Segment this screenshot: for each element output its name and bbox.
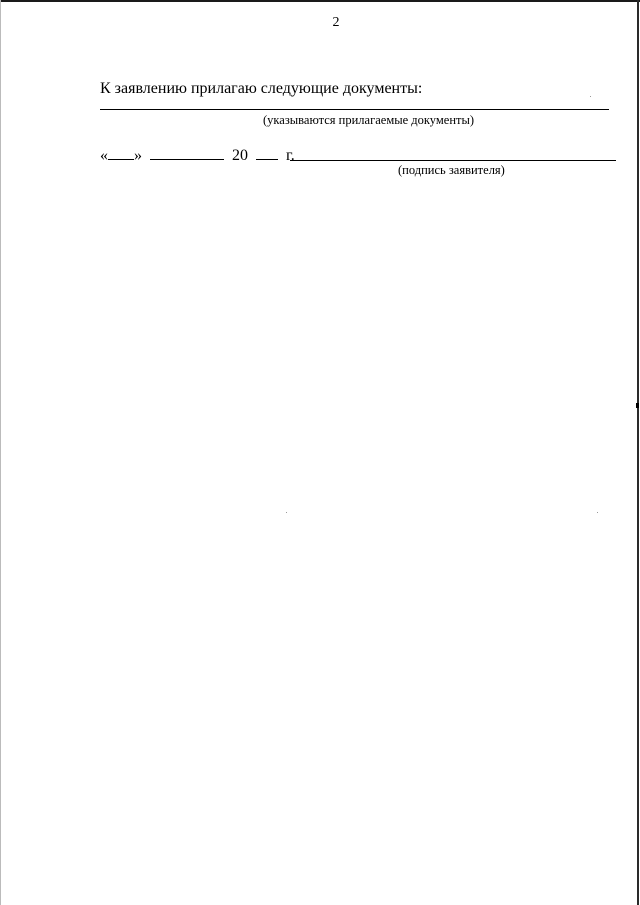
day-blank[interactable] bbox=[108, 145, 134, 160]
date-year-suffix: г. bbox=[286, 147, 295, 164]
page-left-edge bbox=[0, 0, 1, 905]
date-line bbox=[100, 145, 295, 165]
attachments-entry-line[interactable] bbox=[100, 109, 609, 110]
date-century: 20 bbox=[232, 147, 248, 164]
attachments-intro-text: К заявлению прилагаю следующие документы: bbox=[100, 80, 423, 97]
scan-speck bbox=[597, 512, 598, 513]
date-close-quote: » bbox=[134, 147, 142, 164]
date-open-quote: « bbox=[100, 147, 108, 164]
signature-line[interactable] bbox=[290, 160, 616, 161]
year-blank[interactable] bbox=[256, 145, 278, 160]
scan-speck bbox=[286, 512, 287, 513]
page-top-edge bbox=[0, 0, 640, 2]
signature-caption: (подпись заявителя) bbox=[398, 163, 505, 177]
attachments-caption: (указываются прилагаемые документы) bbox=[263, 113, 475, 127]
page-right-edge bbox=[637, 0, 639, 905]
month-blank[interactable] bbox=[150, 145, 224, 160]
page-number: 2 bbox=[332, 15, 340, 30]
scan-mark bbox=[636, 403, 639, 408]
scan-speck bbox=[590, 96, 591, 97]
